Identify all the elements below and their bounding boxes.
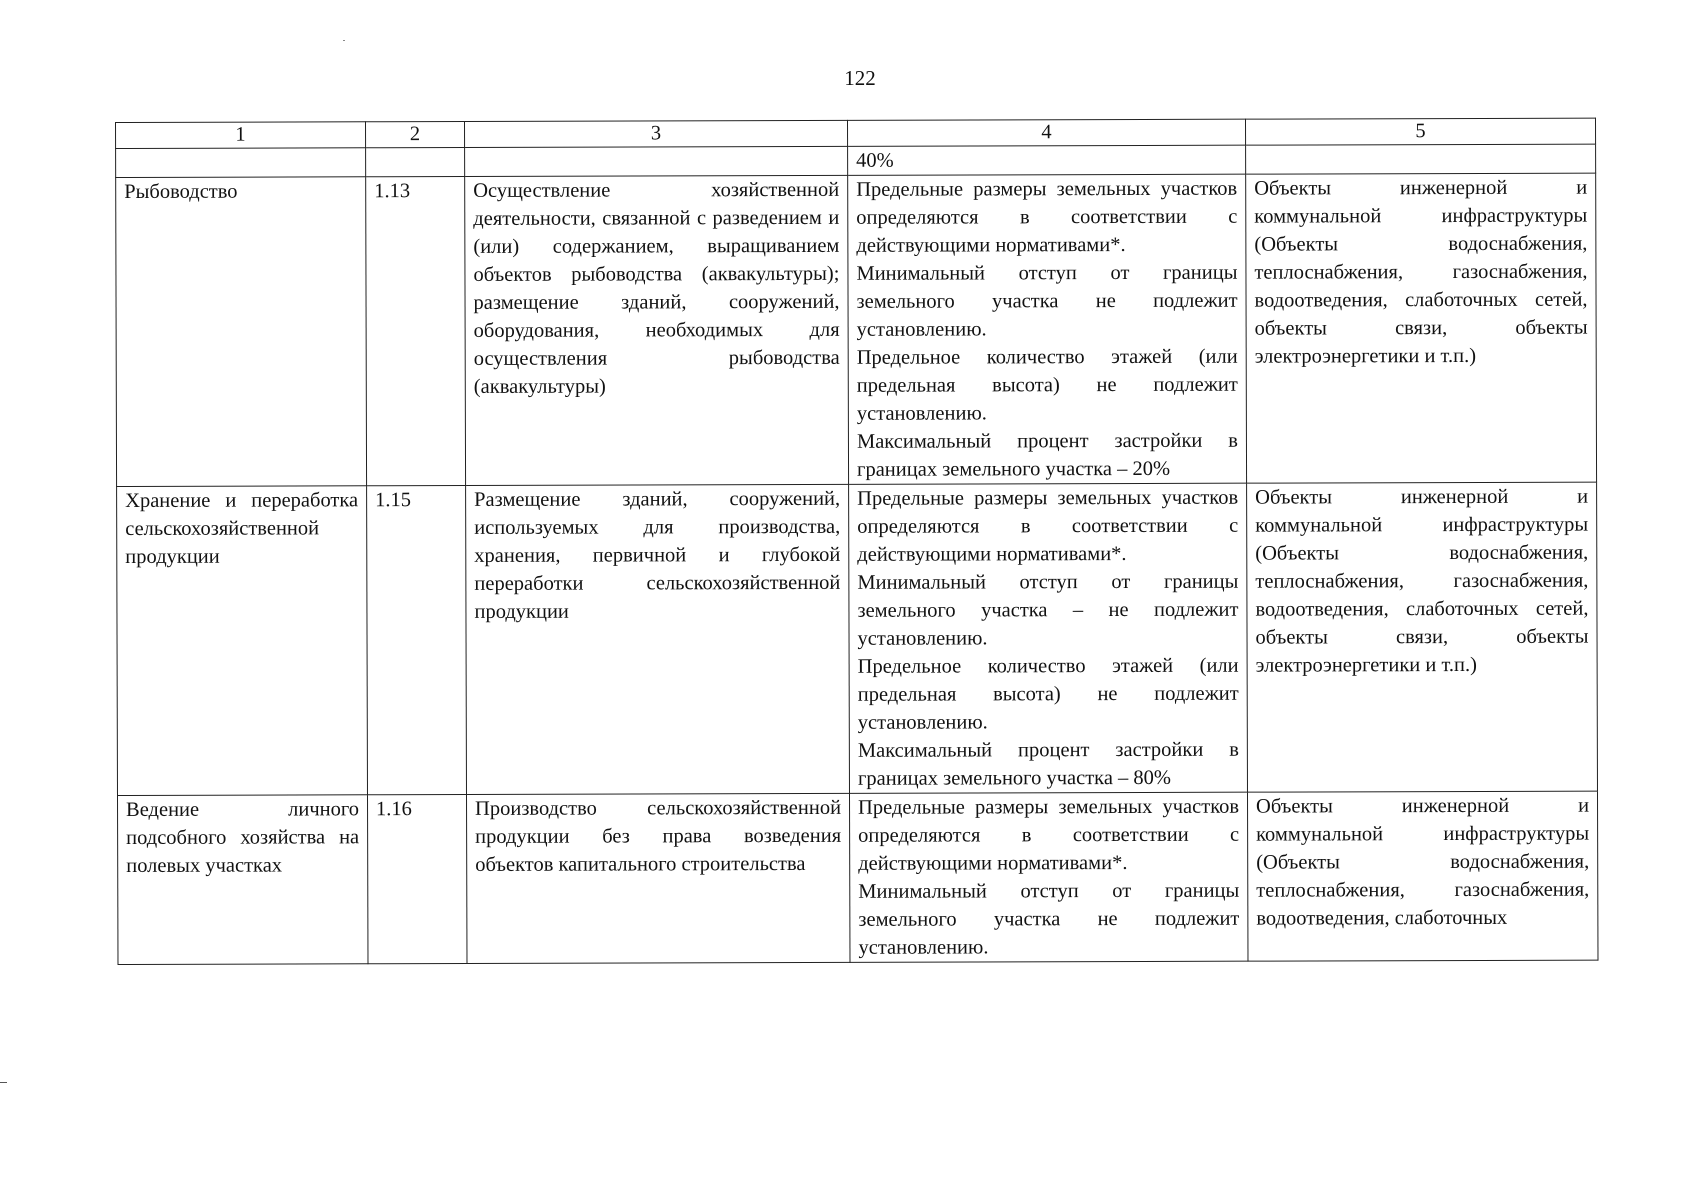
parameter-item: Минимальный отступ от границы земельного участка не подлежит установлению. [858,879,1240,959]
page-number: 122 [844,66,876,90]
header-col-4: 4 [847,119,1245,146]
row-parameters [849,792,1247,962]
row-name: Рыбоводство [116,177,367,487]
header-col-2: 2 [366,121,465,147]
carryover-cell: 40% [848,145,1246,175]
header-col-3: 3 [464,120,847,147]
carryover-empty-3 [465,146,848,176]
scan-edge-mark [0,1082,7,1083]
table-row [117,791,1597,964]
row-parameters [849,483,1248,793]
carryover-row [116,144,1596,177]
carryover-empty-5 [1246,144,1596,174]
row-description: Осуществление хозяйственной деятельности, связанной с разведением и (или) содержанием, выращиванием объектов рыбоводства (аквакультуры); размещение зданий, сооружений, оборудования, необходимых для осуществления рыбоводства (аквакультуры) [465,175,849,485]
parameter-item: Предельное количество этажей (или предельная высота) не подлежит установлению. [857,654,1239,734]
parameter-item: Минимальный отступ от границы земельного участка – не подлежит установлению. [857,570,1239,650]
row-related-objects: Объекты инженерной и коммунальной инфраструктуры (Объекты водоснабжения, теплоснабжения, газоснабжения, водоотведения, слаботочных сетей, объекты связи, объекты электроэнергетики и т.п.) [1246,173,1597,483]
parameter-item: Максимальный процент застройки в границах земельного участка – 20% [856,429,1238,481]
row-code: 1.16 [367,794,467,963]
row-name: Хранение и переработка сельскохозяйственной продукции [117,486,368,796]
parameter-item: Предельные размеры земельных участков определяются в соответствии с действующими нормативами*. [856,177,1238,257]
table-row [117,482,1598,795]
parameter-item: Минимальный отступ от границы земельного участка не подлежит установлению. [856,261,1238,341]
parameter-item: Максимальный процент застройки в границах земельного участка – 80% [857,738,1239,790]
row-code: 1.13 [366,176,466,485]
land-use-table [115,118,1598,965]
row-parameters [848,174,1247,484]
parameter-item: Предельное количество этажей (или предельная высота) не подлежит установлению. [856,345,1238,425]
row-name: Ведение личного подсобного хозяйства на полевых участках [117,795,368,965]
scan-speck [343,40,345,41]
row-code: 1.15 [367,485,467,794]
row-description: Размещение зданий, сооружений, используемых для производства, хранения, первичной и глубокой переработки сельскохозяйственной продукции [466,484,850,794]
parameter-item: Предельные размеры земельных участков определяются в соответствии с действующими нормативами*. [858,795,1240,875]
header-col-5: 5 [1245,118,1595,145]
row-related-objects: Объекты инженерной и коммунальной инфраструктуры (Объекты водоснабжения, теплоснабжения, газоснабжения, водоотведения, слаботочных [1247,791,1598,961]
table-row [116,173,1597,486]
row-description: Производство сельскохозяйственной продукции без права возведения объектов капитального строительства [466,793,849,963]
row-related-objects: Объекты инженерной и коммунальной инфраструктуры (Объекты водоснабжения, теплоснабжения, газоснабжения, водоотведения, слаботочных сетей, объекты связи, объекты электроэнергетики и т.п.) [1247,482,1598,792]
carryover-empty-1 [116,148,366,178]
header-col-1: 1 [116,122,366,149]
parameter-item: Предельные размеры земельных участков определяются в соответствии с действующими нормативами*. [857,486,1239,566]
carryover-empty-2 [366,147,465,176]
